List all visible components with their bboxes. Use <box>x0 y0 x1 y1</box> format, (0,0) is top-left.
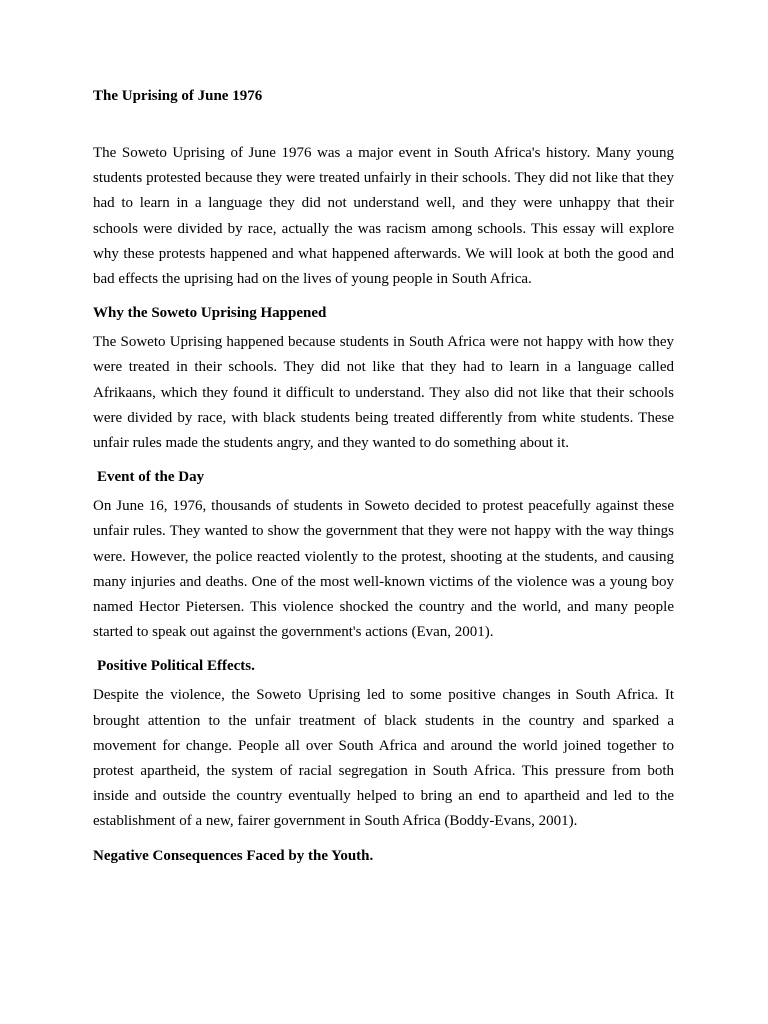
section-heading-why: Why the Soweto Uprising Happened <box>93 305 327 322</box>
section-body-positive: Despite the violence, the Soweto Uprising led to some positive changes in South Africa. It brought attention to the unfair treatment of black students in the country and sparked a movement for change. People all over South Africa and around the world joined together to protest apartheid, the system of racial segregation in South Africa. This pressure from both inside and outside the country eventually helped to bring an end to apartheid and led to the establishment of a new, fairer government in South Africa (Boddy-Evans, 2001). <box>93 687 674 830</box>
section-body-why: The Soweto Uprising happened because students in South Africa were not happy with how they were treated in their schools. They did not like that they had to learn in a language called Afrikaans, which they found it difficult to understand. They also did not like that their schools were divided by race, with black students being treated differently from white students. These unfair rules made the students angry, and they wanted to do something about it. <box>93 334 674 452</box>
section-heading-negative: Negative Consequences Faced by the Youth. <box>93 847 374 864</box>
section-heading-event: Event of the Day <box>97 469 205 486</box>
section-heading-positive: Positive Political Effects. <box>97 658 255 675</box>
intro-paragraph: The Soweto Uprising of June 1976 was a major event in South Africa's history. Many young students protested because they were treated unfairly in their schools. They did not like that they had to learn in a language they did not understand well, and they were unhappy that their schools were divided by race, actually the was racism among schools. This essay will explore why these protests happened and what happened afterwards. We will look at both the good and bad effects the uprising had on the lives of young people in South Africa. <box>93 145 674 288</box>
section-body-event: On June 16, 1976, thousands of students in Soweto decided to protest peacefully against these unfair rules. They wanted to show the government that they were not happy with the way things were. However, the police reacted violently to the protest, shooting at the students, and causing many injuries and deaths. One of the most well-known victims of the violence was a young boy named Hector Pietersen. This violence shocked the country and the world, and many people started to speak out against the government's actions (Evan, 2001). <box>93 498 674 641</box>
document-title: The Uprising of June 1976 <box>93 88 263 104</box>
document-page <box>93 86 674 866</box>
